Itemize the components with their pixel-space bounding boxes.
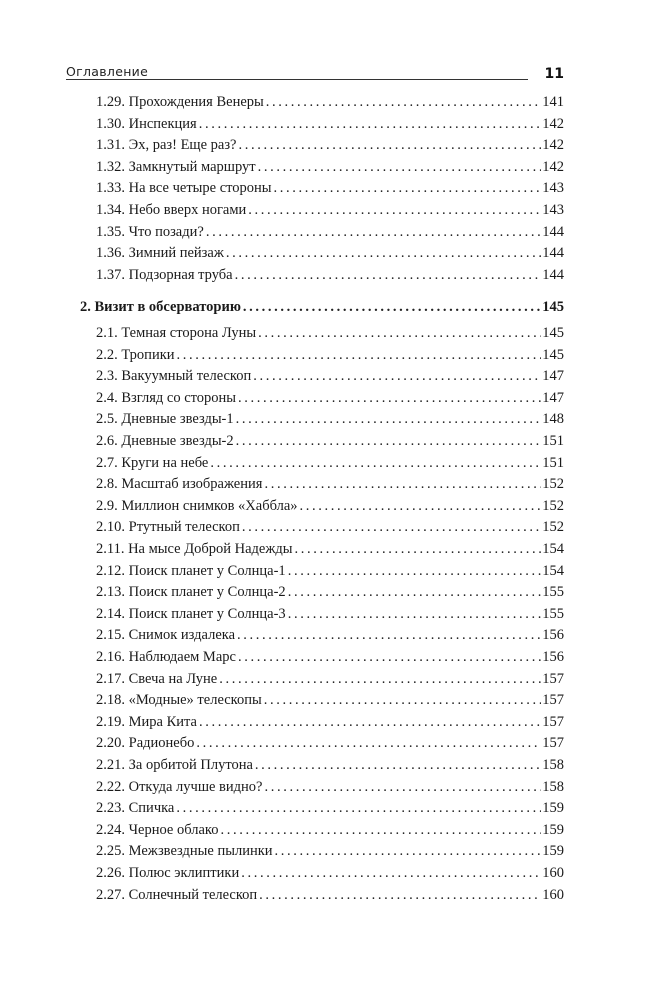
toc-entry-title: 2.5. Дневные звезды-1 — [96, 411, 234, 427]
dot-leader — [300, 496, 542, 517]
toc-entry — [96, 517, 564, 538]
dot-leader — [288, 582, 542, 603]
dot-leader — [219, 669, 541, 690]
dot-leader — [275, 841, 542, 862]
toc-entry-page: 155 — [542, 606, 564, 622]
toc-entry — [96, 388, 564, 409]
dot-leader — [235, 265, 542, 286]
dot-leader — [196, 733, 541, 754]
toc-entry-page: 151 — [542, 455, 564, 471]
toc-entry — [96, 712, 564, 733]
toc-entry — [96, 178, 564, 199]
toc-entry-page: 157 — [542, 714, 564, 730]
toc-entry — [96, 135, 564, 156]
dot-leader — [288, 561, 542, 582]
toc-entry — [96, 496, 564, 517]
toc-entry — [96, 157, 564, 178]
toc-entry-title: 2.17. Свеча на Луне — [96, 671, 218, 687]
toc-entry-title: 2.20. Радионебо — [96, 735, 195, 751]
toc-entry — [96, 755, 564, 776]
dot-leader — [294, 539, 541, 560]
toc-entry-page: 142 — [542, 137, 564, 153]
toc-entry — [96, 820, 564, 841]
toc-entry — [96, 604, 564, 625]
dot-leader — [199, 712, 541, 733]
toc-entry — [96, 863, 564, 884]
toc-entry-page: 152 — [542, 498, 564, 514]
toc-entry — [96, 345, 564, 366]
toc-entry-title: 2.12. Поиск планет у Солнца-1 — [96, 563, 286, 579]
toc-entry-page: 157 — [542, 671, 564, 687]
toc-entry-title: 2.9. Миллион снимков «Хаббла» — [96, 498, 298, 514]
dot-leader — [241, 863, 541, 884]
toc-entry-page: 159 — [542, 822, 564, 838]
toc-entry-page: 158 — [542, 757, 564, 773]
toc-entry-page: 156 — [542, 649, 564, 665]
toc-entry-title: 2.2. Тропики — [96, 347, 175, 363]
toc-entry-title: 2.24. Черное облако — [96, 822, 219, 838]
toc-entry — [96, 647, 564, 668]
toc-entry — [96, 431, 564, 452]
toc-entry-page: 159 — [542, 843, 564, 859]
toc-entry-page: 154 — [542, 541, 564, 557]
toc-entry — [96, 474, 564, 495]
toc-entry — [96, 669, 564, 690]
toc-entry — [96, 265, 564, 286]
toc-entry-page: 152 — [542, 519, 564, 535]
toc-entry-page: 147 — [542, 390, 564, 406]
toc-entry — [96, 798, 564, 819]
toc-entry-title: 2.8. Масштаб изображения — [96, 476, 263, 492]
toc-entry-page: 144 — [542, 267, 564, 283]
toc-entry-title: 2.22. Откуда лучше видно? — [96, 779, 263, 795]
dot-leader — [206, 222, 541, 243]
toc-entry-page: 156 — [542, 627, 564, 643]
dot-leader — [255, 755, 541, 776]
toc-entry-title: 2.18. «Модные» телескопы — [96, 692, 262, 708]
toc-entry-title: 2.7. Круги на небе — [96, 455, 209, 471]
toc-entry-page: 157 — [542, 735, 564, 751]
dot-leader — [236, 431, 542, 452]
toc-entry-page: 142 — [542, 159, 564, 175]
toc-entry — [96, 323, 564, 344]
toc-entry-page: 152 — [542, 476, 564, 492]
toc-entry — [96, 92, 564, 113]
toc-entry — [96, 841, 564, 862]
dot-leader — [177, 345, 542, 366]
toc-entry — [96, 885, 564, 906]
dot-leader — [253, 366, 541, 387]
dot-leader — [220, 820, 541, 841]
toc-entry-title: 2.11. На мысе Доброй Надежды — [96, 541, 293, 557]
dot-leader — [210, 453, 541, 474]
toc-entry-page: 160 — [542, 887, 564, 903]
toc-entry-title: 2.13. Поиск планет у Солнца-2 — [96, 584, 286, 600]
toc-entry-page: 143 — [542, 180, 564, 196]
toc-entry — [96, 114, 564, 135]
toc-entry-title: 1.33. На все четыре стороны — [96, 180, 272, 196]
toc-entry-title: 2.26. Полюс эклиптики — [96, 865, 240, 881]
dot-leader — [248, 200, 541, 221]
toc-entry-page: 155 — [542, 584, 564, 600]
toc-entry — [96, 582, 564, 603]
toc-entry-page: 160 — [542, 865, 564, 881]
toc-entry-title: 1.30. Инспекция — [96, 116, 197, 132]
toc-entry — [96, 409, 564, 430]
toc-entry-title: 1.36. Зимний пейзаж — [96, 245, 224, 261]
toc-entry-title: 1.37. Подзорная труба — [96, 267, 233, 283]
toc-entry-title: 2.27. Солнечный телескоп — [96, 887, 258, 903]
toc-entry — [96, 625, 564, 646]
toc-entry — [96, 366, 564, 387]
toc-entry-page: 144 — [542, 224, 564, 240]
toc-entry-title: 2.10. Ртутный телескоп — [96, 519, 240, 535]
dot-leader — [237, 625, 541, 646]
toc-entry — [96, 453, 564, 474]
toc-entry-title: 2.1. Темная сторона Луны — [96, 325, 257, 341]
toc-entry — [96, 243, 564, 264]
dot-leader — [226, 243, 541, 264]
dot-leader — [176, 798, 541, 819]
toc-entry-title: 2.21. За орбитой Плутона — [96, 757, 253, 773]
toc-entry-page: 148 — [542, 411, 564, 427]
toc-entry-title: 2.15. Снимок издалека — [96, 627, 236, 643]
toc-entry-page: 157 — [542, 692, 564, 708]
toc-entry-page: 158 — [542, 779, 564, 795]
toc-entry-page: 154 — [542, 563, 564, 579]
toc-entry-title: 2.6. Дневные звезды-2 — [96, 433, 234, 449]
toc-entry-page: 151 — [542, 433, 564, 449]
dot-leader — [236, 409, 542, 430]
toc-entry-title: 2.25. Межзвездные пылинки — [96, 843, 273, 859]
toc-entry — [96, 561, 564, 582]
running-header-title: Оглавление — [66, 64, 149, 79]
dot-leader — [199, 114, 542, 135]
toc-entry-page: 142 — [542, 116, 564, 132]
toc-entry — [96, 777, 564, 798]
toc-entry-page: 144 — [542, 245, 564, 261]
dot-leader — [274, 178, 542, 199]
dot-leader — [242, 517, 541, 538]
dot-leader — [239, 135, 542, 156]
toc-entry-title: 2.4. Взгляд со стороны — [96, 390, 237, 406]
dot-leader — [264, 777, 541, 798]
page-number: 11 — [544, 66, 564, 82]
dot-leader — [264, 690, 542, 711]
dot-leader — [258, 323, 541, 344]
dot-leader — [243, 297, 541, 318]
toc-entry-title: 2.23. Спичка — [96, 800, 175, 816]
toc-entry-page: 159 — [542, 800, 564, 816]
dot-leader — [258, 157, 542, 178]
toc-entry-title: 2.14. Поиск планет у Солнца-3 — [96, 606, 286, 622]
toc-entry-page: 143 — [542, 202, 564, 218]
toc-entry-title: 1.34. Небо вверх ногами — [96, 202, 247, 218]
toc-entry-page: 145 — [542, 347, 564, 363]
toc-entry — [96, 200, 564, 221]
toc-entry-title: 1.32. Замкнутый маршрут — [96, 159, 256, 175]
toc-entry-title: 2.16. Наблюдаем Марс — [96, 649, 236, 665]
dot-leader — [288, 604, 542, 625]
toc-entry-title: 1.31. Эх, раз! Еще раз? — [96, 137, 237, 153]
dot-leader — [266, 92, 541, 113]
dot-leader — [238, 647, 541, 668]
toc-chapter-entry — [80, 297, 564, 318]
dot-leader — [264, 474, 541, 495]
toc-entry-title: 2.19. Мира Кита — [96, 714, 197, 730]
toc-entry — [96, 690, 564, 711]
toc-entry — [96, 539, 564, 560]
toc-entry-page: 145 — [542, 299, 564, 315]
dot-leader — [238, 388, 541, 409]
toc-entry — [96, 733, 564, 754]
toc-entry-title: 2.3. Вакуумный телескоп — [96, 368, 252, 384]
toc-entry-page: 141 — [542, 94, 564, 110]
toc-entry-title: 2. Визит в обсерваторию — [80, 299, 241, 315]
toc-entry-title: 1.35. Что позади? — [96, 224, 204, 240]
toc-entry — [96, 222, 564, 243]
toc-entry-page: 145 — [542, 325, 564, 341]
dot-leader — [259, 885, 541, 906]
toc-entry-title: 1.29. Прохождения Венеры — [96, 94, 264, 110]
toc-entry-page: 147 — [542, 368, 564, 384]
